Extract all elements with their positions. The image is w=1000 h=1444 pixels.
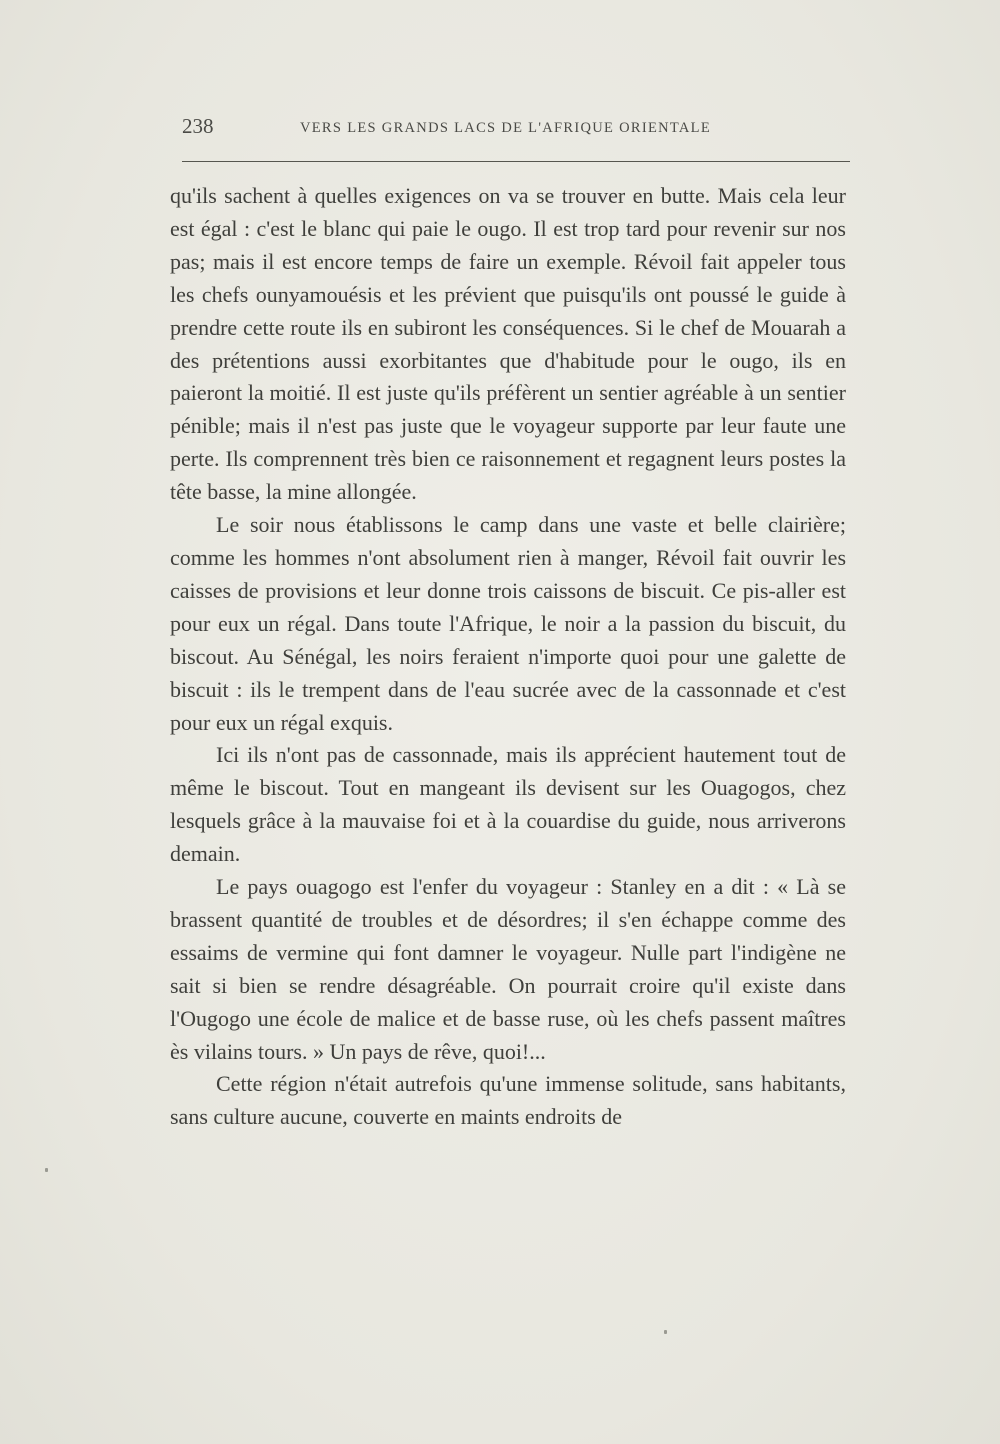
header-rule: [182, 161, 850, 162]
paragraph: Ici ils n'ont pas de cassonnade, mais ils apprécient hautement tout de même le biscout. Tout en mangeant ils devisent sur les Ouagogos, chez lesquels grâce à la mauvaise foi et à la couardise du guide, nous arriverons demain.: [170, 742, 846, 867]
paragraph: Le pays ouagogo est l'enfer du voyageur : Stanley en a dit : « Là se brassent quantité de troubles et de désordres; il s'en échappe comme des essaims de vermine qui font damner le voyageur. Nulle part l'indigène ne sait si bien se rendre désagréable. On pourrait croire qu'il existe dans l'Ougogo une école de malice et de basse ruse, où les chefs passent maîtres ès vilains tours. » Un pays de rêve, quoi!...: [170, 874, 846, 1064]
body-text: [170, 180, 846, 1134]
page-number: 238: [182, 114, 214, 138]
paper-speck: [664, 1330, 667, 1334]
page-header: [182, 114, 850, 144]
paper-speck: [45, 1168, 48, 1172]
paragraph: Cette région n'était autrefois qu'une immense solitude, sans habitants, sans culture aucune, couverte en maints endroits de: [170, 1071, 846, 1130]
paragraph: Le soir nous établissons le camp dans une vaste et belle clairière; comme les hommes n'ont absolument rien à manger, Révoil fait ouvrir les caisses de provisions et leur donne trois caissons de biscuit. Ce pis-aller est pour eux un régal. Dans toute l'Afrique, le noir a la passion du biscuit, du biscout. Au Sénégal, les noirs feraient n'importe quoi pour une galette de biscuit : ils le trempent dans de l'eau sucrée avec de la cassonnade et c'est pour eux un régal exquis.: [170, 512, 846, 735]
running-title: VERS LES GRANDS LACS DE L'AFRIQUE ORIENTALE: [300, 120, 711, 136]
paragraph: qu'ils sachent à quelles exigences on va se trouver en butte. Mais cela leur est égal : c'est le blanc qui paie le ougo. Il est trop tard pour revenir sur nos pas; mais il est encore temps de faire un exemple. Révoil fait appeler tous les chefs ounyamouésis et les prévient que puisqu'ils ont poussé le guide à prendre cette route ils en subiront les conséquences. Si le chef de Mouarah a des prétentions aussi exorbitantes que d'habitude pour le ougo, ils en paieront la moitié. Il est juste qu'ils préfèrent un sentier agréable à un sentier pénible; mais il n'est pas juste que le voyageur supporte par leur faute une perte. Ils comprennent très bien ce raisonnement et regagnent leurs postes la tête basse, la mine allongée.: [170, 183, 846, 505]
